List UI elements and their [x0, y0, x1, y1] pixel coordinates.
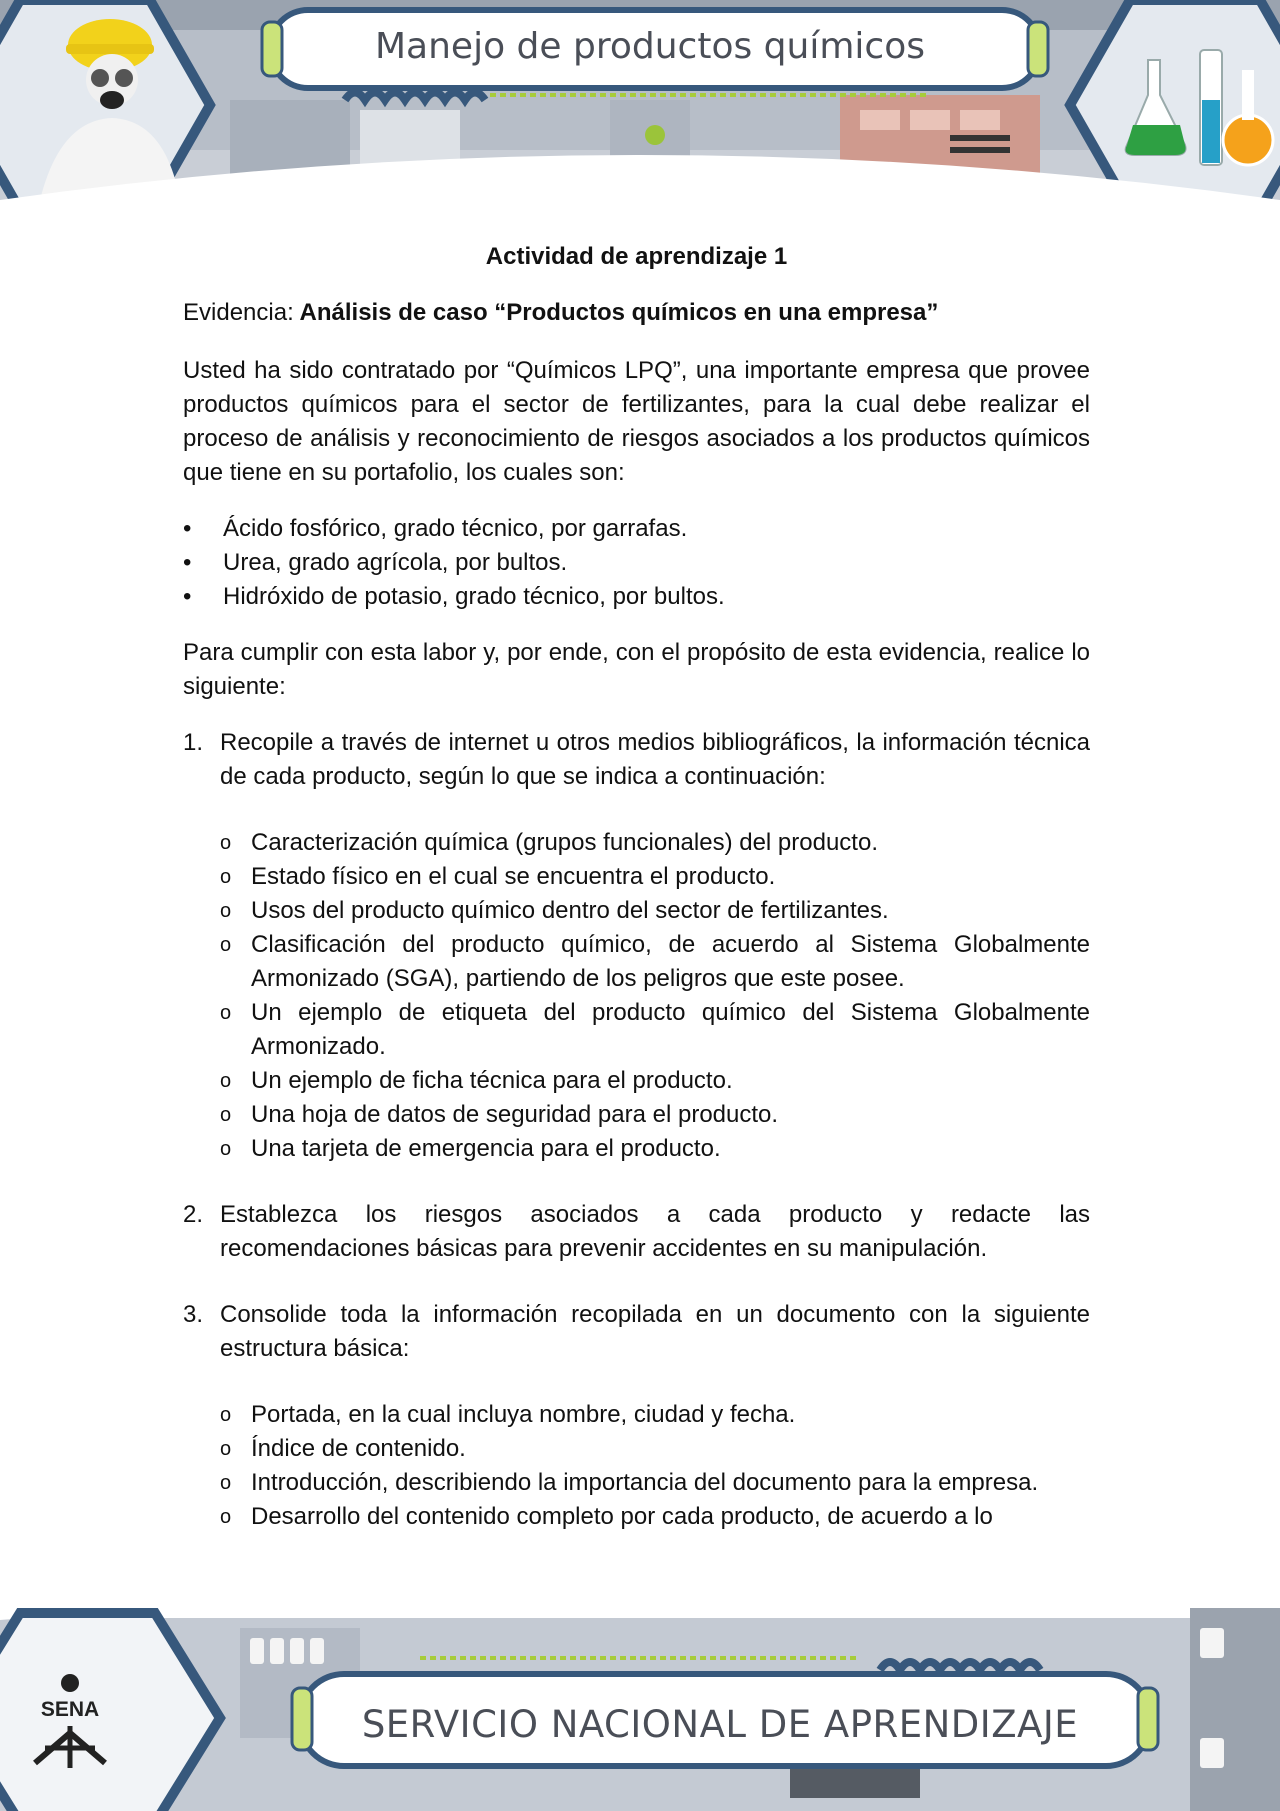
subitem-text: Una tarjeta de emergencia para el producto. — [251, 1135, 721, 1162]
list-item — [220, 826, 1090, 860]
product-list — [183, 512, 1090, 614]
subitem-text: Una hoja de datos de seguridad para el producto. — [251, 1101, 779, 1128]
list-item: • Ácido fosfórico, grado técnico, por garrafas. — [183, 512, 1090, 546]
list-item — [220, 1398, 1090, 1432]
circle-bullet-icon: o — [220, 832, 232, 854]
step-2 — [183, 1198, 1090, 1266]
list-item — [220, 1064, 1090, 1098]
circle-bullet-icon: o — [220, 866, 232, 888]
document-body — [183, 240, 1090, 1534]
step-number: 1. — [183, 729, 204, 756]
circle-bullet-icon: o — [220, 1002, 232, 1024]
subitem-text: Índice de contenido. — [251, 1435, 466, 1462]
circle-bullet-icon: o — [220, 1138, 232, 1160]
list-item — [220, 1132, 1090, 1166]
subitem-text: Estado físico en el cual se encuentra el producto. — [251, 863, 776, 890]
list-item: • Urea, grado agrícola, por bultos. — [183, 546, 1090, 580]
list-item — [220, 1466, 1090, 1500]
steps-list — [183, 726, 1090, 1534]
footer-title: SERVICIO NACIONAL DE APRENDIZAJE — [361, 1703, 1079, 1746]
subitem-text: Portada, en la cual incluya nombre, ciudad y fecha. — [251, 1401, 796, 1428]
list-item — [220, 928, 1090, 996]
step-3-subitems — [220, 1398, 1090, 1534]
subitem-text: Un ejemplo de ficha técnica para el producto. — [251, 1067, 733, 1094]
circle-bullet-icon: o — [220, 1104, 232, 1126]
step-text: Consolide toda la información recopilada en un documento con la siguiente estructura básica: — [220, 1301, 1090, 1362]
subitem-text: Un ejemplo de etiqueta del producto químico del Sistema Globalmente Armonizado. — [251, 999, 1090, 1060]
subitem-text: Usos del producto químico dentro del sector de fertilizantes. — [251, 897, 889, 924]
evidence-title — [183, 296, 1090, 330]
step-number: 3. — [183, 1301, 204, 1328]
subitem-text: Desarrollo del contenido completo por cada producto, de acuerdo a lo — [251, 1503, 993, 1530]
step-3 — [183, 1298, 1090, 1534]
list-item — [220, 1098, 1090, 1132]
circle-bullet-icon: o — [220, 1472, 232, 1494]
subitem-text: Clasificación del producto químico, de acuerdo al Sistema Globalmente Armonizado (SGA), partiendo de los peligros que este posee. — [251, 931, 1090, 992]
header-banner — [0, 0, 1280, 210]
circle-bullet-icon: o — [220, 1438, 232, 1460]
intro-paragraph: Usted ha sido contratado por “Químicos LPQ”, una importante empresa que provee productos químicos para el sector de fertilizantes, para la cual debe realizar el proceso de análisis y reconocimiento de riesgos asociados a los productos químicos que tiene en su portafolio, los cuales son: — [183, 357, 1090, 486]
activity-title: Actividad de aprendizaje 1 — [485, 243, 788, 270]
instructions-intro: Para cumplir con esta labor y, por ende, con el propósito de esta evidencia, realice lo siguiente: — [183, 639, 1090, 700]
list-item — [220, 1432, 1090, 1466]
list-item — [220, 894, 1090, 928]
circle-bullet-icon: o — [220, 1070, 232, 1092]
circle-bullet-icon: o — [220, 934, 232, 956]
evidence-label: Evidencia: — [183, 299, 294, 326]
list-item — [220, 860, 1090, 894]
step-text: Recopile a través de internet u otros medios bibliográficos, la información técnica de cada producto, según lo que se indica a continuación: — [220, 729, 1090, 790]
sena-logo: SENA — [40, 1698, 100, 1721]
banner-title: Manejo de productos químicos — [374, 26, 925, 67]
subitem-text: Caracterización química (grupos funcionales) del producto. — [251, 829, 878, 856]
step-text: Establezca los riesgos asociados a cada producto y redacte las recomendaciones básicas para prevenir accidentes en su manipulación. — [220, 1201, 1090, 1262]
circle-bullet-icon: o — [220, 1506, 232, 1528]
subitem-text: Introducción, describiendo la importancia del documento para la empresa. — [251, 1469, 1039, 1496]
circle-bullet-icon: o — [220, 1404, 232, 1426]
step-1 — [183, 726, 1090, 1166]
footer-banner — [0, 1608, 1280, 1811]
circle-bullet-icon: o — [220, 900, 232, 922]
step-1-subitems — [220, 826, 1090, 1166]
evidence-name: Análisis de caso “Productos químicos en una empresa” — [299, 299, 939, 326]
list-item — [220, 996, 1090, 1064]
list-item — [220, 1500, 1090, 1534]
list-item: • Hidróxido de potasio, grado técnico, por bultos. — [183, 580, 1090, 614]
step-number: 2. — [183, 1201, 204, 1228]
